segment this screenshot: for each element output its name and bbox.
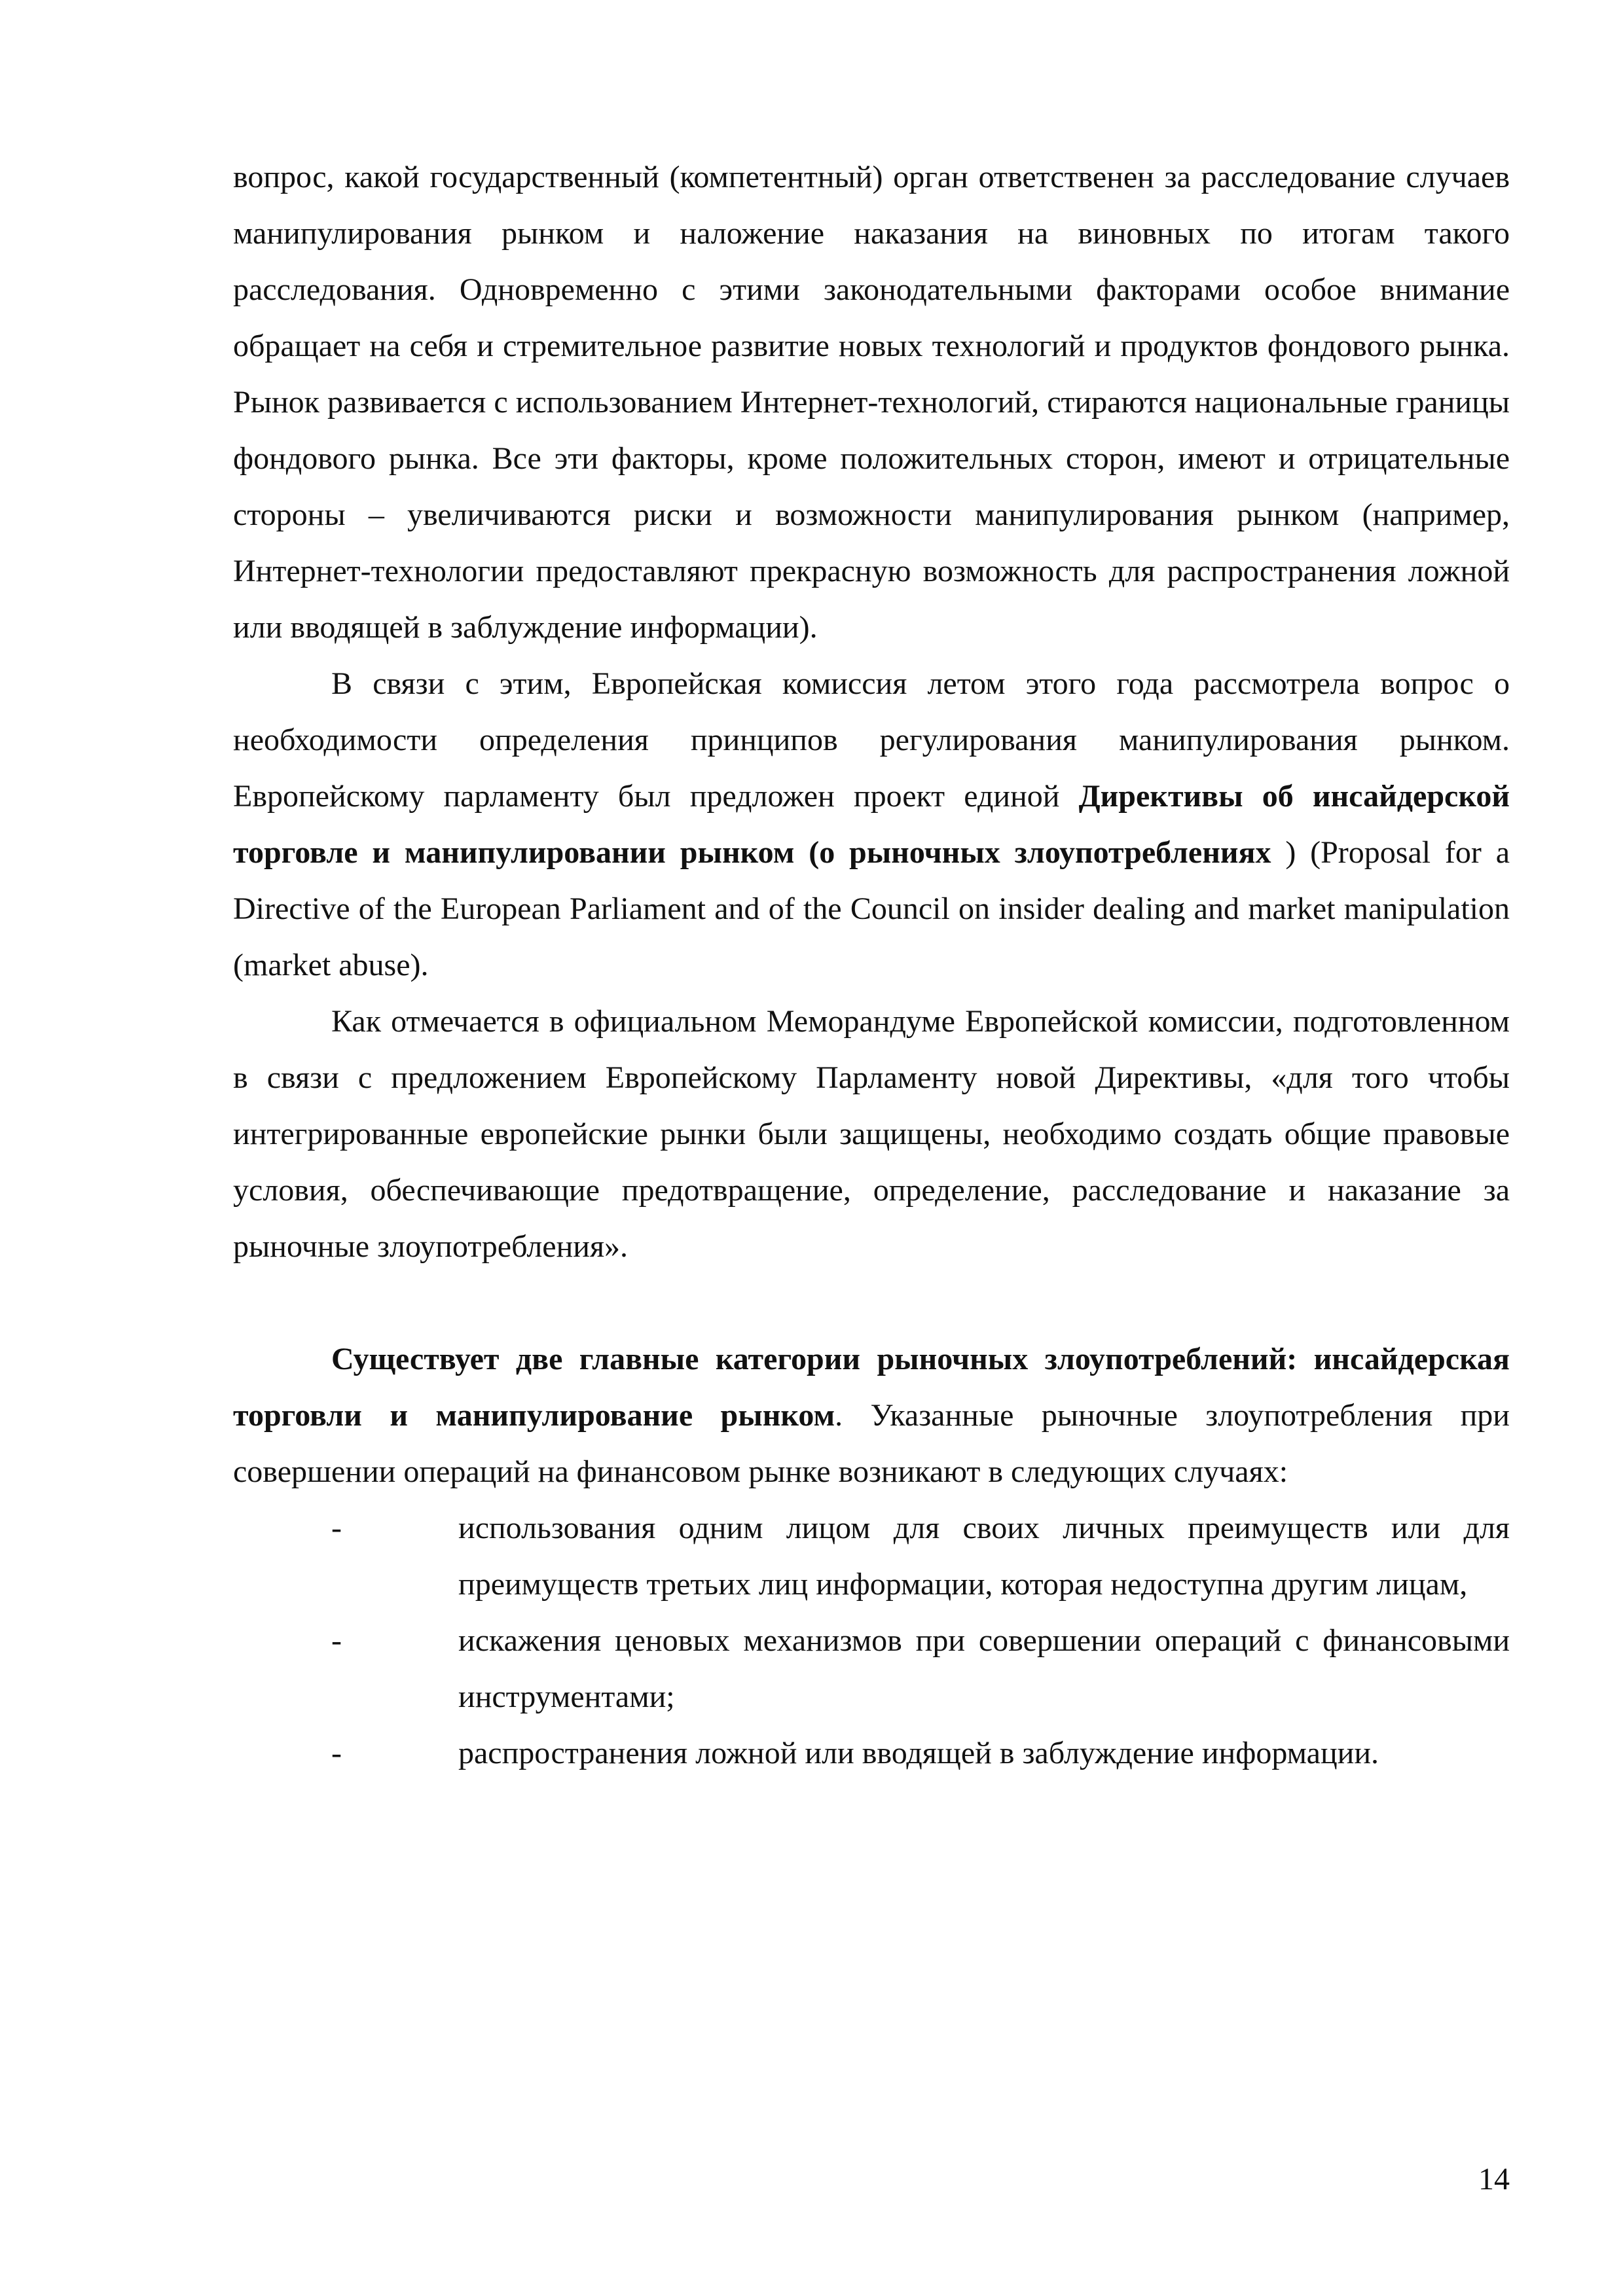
paragraph-gap [233, 1275, 1510, 1331]
document-body [233, 149, 1510, 1782]
abuse-cases-list [233, 1500, 1510, 1782]
page-number: 14 [1478, 2162, 1510, 2197]
market-abuse-categories: Существует две главные категории рыночных злоупотреблений: инсайдерская торговли и манипулирование рынком [233, 1342, 1510, 1433]
paragraph-3 [233, 994, 1510, 1275]
paragraph-1 [233, 149, 1510, 656]
list-item [233, 1500, 1510, 1613]
list-item [233, 1613, 1510, 1725]
paragraph-1-text: вопрос, какой государственный (компетентный) орган ответственен за расследование случаев манипулирования рынком и наложение наказания на виновных по итогам такого расследования. Одновременно с этими законодательными факторами особое внимание обращает на себя и стремительное развитие новых технологий и продуктов фондового рынка. Рынок развивается с использованием Интернет-технологий, стираются национальные границы фондового рынка. Все эти факторы, кроме положительных сторон, имеют и отрицательные стороны – увеличиваются риски и возможности манипулирования рынком (например, Интернет-технологии предоставляют прекрасную возможность для распространения ложной или вводящей в заблуждение информации). [233, 160, 1510, 645]
bullet-dash: - [331, 1623, 342, 1658]
bullet-dash: - [331, 1736, 342, 1770]
paragraph-2 [233, 656, 1510, 994]
list-item [233, 1725, 1510, 1782]
list-item-text: искажения ценовых механизмов при совершении операций с финансовыми инструментами; [458, 1623, 1510, 1714]
list-item-text: распространения ложной или вводящей в заблуждение информации. [458, 1736, 1379, 1770]
list-item-text: использования одним лицом для своих личных преимуществ или для преимуществ третьих лиц информации, которая недоступна другим лицам, [458, 1511, 1510, 1602]
paragraph-4-outro: . Указанные рыночные злоупотребления при совершении операций на финансовом рынке возникают в следующих случаях: [233, 1398, 1510, 1489]
paragraph-2-outro: ) (Proposal for a Directive of the European Parliament and of the Council on insider dealing and market manipulation (market abuse). [233, 835, 1510, 982]
paragraph-3-text: Как отмечается в официальном Меморандуме Европейской комиссии, подготовленном в связи с предложением Европейскому Парламенту новой Директивы, «для того чтобы интегрированные европейские рынки были защищены, необходимо создать общие правовые условия, обеспечивающие предотвращение, определение, расследование и наказание за рыночные злоупотребления». [233, 1004, 1510, 1264]
paragraph-4 [233, 1331, 1510, 1500]
bullet-dash: - [331, 1511, 342, 1545]
directive-title: Директивы об инсайдерской торговле и манипулировании рынком (о рыночных злоупотреблениях [233, 779, 1510, 870]
paragraph-2-intro: В связи с этим, Европейская комиссия летом этого года рассмотрела вопрос о необходимости определения принципов регулирования манипулирования рынком. Европейскому парламенту был предложен проект единой [233, 666, 1510, 814]
